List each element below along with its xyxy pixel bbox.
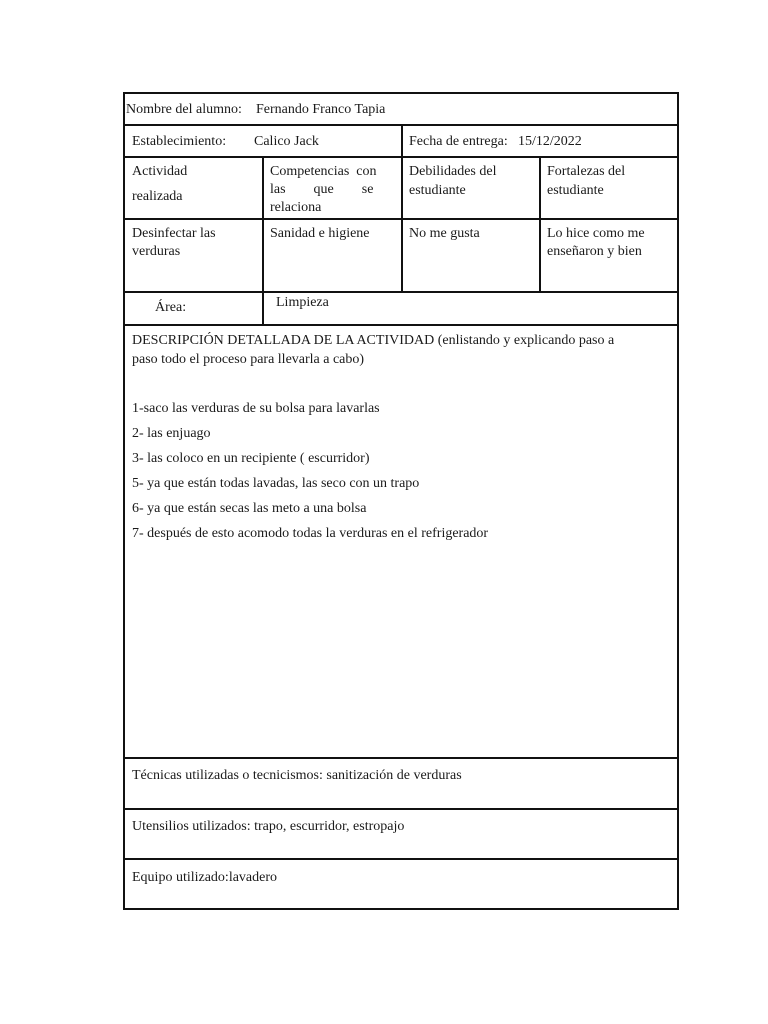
column-divider [401, 156, 403, 291]
step-item: 3- las coloco en un recipiente ( escurridor) [132, 451, 370, 466]
step-item: 6- ya que están secas las meto a una bolsa [132, 501, 367, 516]
establishment-label: Establecimiento: [132, 134, 227, 149]
equipment-text: Equipo utilizado:lavadero [132, 870, 278, 885]
header-activity: Actividad [132, 164, 188, 179]
activity-form [123, 92, 679, 910]
description-title: paso todo el proceso para llevarla a cabo) [132, 352, 365, 367]
header-strengths: Fortalezas del [547, 164, 626, 179]
techniques-text: Técnicas utilizadas o tecnicismos: sanitización de verduras [132, 768, 462, 783]
header-competencies-line: las que se [270, 182, 374, 197]
area-value: Limpieza [276, 295, 329, 310]
row-divider [125, 858, 677, 860]
cell-weaknesses: No me gusta [409, 226, 480, 241]
column-divider [262, 156, 264, 324]
due-date-value: 15/12/2022 [518, 134, 582, 149]
step-item: 7- después de esto acomodo todas la verduras en el refrigerador [132, 526, 489, 541]
step-item: 5- ya que están todas lavadas, las seco con un trapo [132, 476, 420, 491]
due-date-label: Fecha de entrega: [409, 134, 508, 149]
student-name-label: Nombre del alumno: [126, 102, 242, 117]
area-label: Área: [155, 300, 187, 315]
student-name-value: Fernando Franco Tapia [256, 102, 386, 117]
column-divider [539, 156, 541, 291]
establishment-value: Calico Jack [254, 134, 319, 149]
header-competencies [270, 163, 384, 217]
row-divider [125, 757, 677, 759]
header-activity: realizada [132, 189, 183, 204]
description-title: DESCRIPCIÓN DETALLADA DE LA ACTIVIDAD (enlistando y explicando paso a [132, 333, 615, 348]
row-divider [125, 808, 677, 810]
cell-activity: Desinfectar las [132, 226, 216, 241]
header-strengths: estudiante [547, 183, 604, 198]
cell-strengths: enseñaron y bien [547, 244, 642, 259]
header-weaknesses: Debilidades del [409, 164, 497, 179]
header-competencies-line: relaciona [270, 200, 322, 215]
step-item: 1-saco las verduras de su bolsa para lavarlas [132, 401, 380, 416]
utensils-text: Utensilios utilizados: trapo, escurridor, estropajo [132, 819, 405, 834]
cell-strengths: Lo hice como me [547, 226, 645, 241]
cell-competencies: Sanidad e higiene [270, 226, 370, 241]
description-section [125, 326, 677, 757]
steps-list [132, 400, 488, 550]
cell-activity: verduras [132, 244, 181, 259]
column-divider [401, 124, 403, 156]
header-weaknesses: estudiante [409, 183, 466, 198]
step-item: 2- las enjuago [132, 426, 211, 441]
row-divider [125, 291, 677, 293]
header-competencies-line: Competencias con [270, 164, 377, 179]
